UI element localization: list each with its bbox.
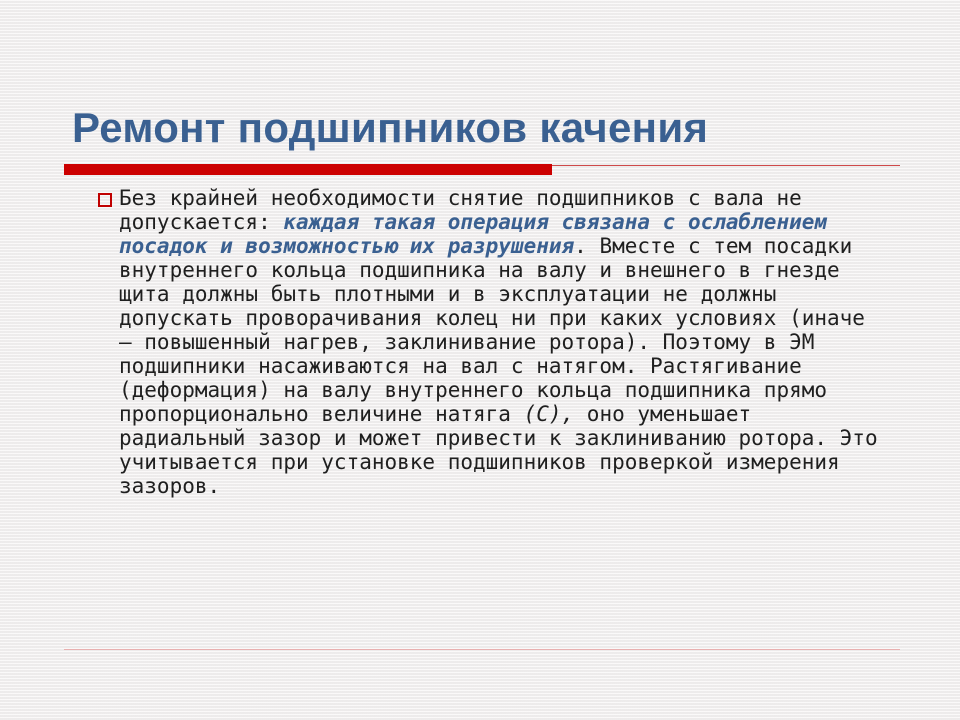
footer-divider-line bbox=[64, 649, 900, 650]
bullet-text-part3: оно уменьшает радиальный зазор и может привести к заклиниванию ротора. Это учитывается при установке подшипников проверкой измерения зазоров. bbox=[119, 402, 878, 498]
square-bullet-icon bbox=[98, 193, 112, 207]
title-accent-bar bbox=[64, 164, 552, 175]
bullet-text-part1: Без крайней необходимости снятие подшипников с вала не допускается: bbox=[119, 186, 802, 234]
bullet-text-part2: . Вместе с тем посадки внутреннего кольца подшипника на валу и внешнего в гнезде щита должны быть плотными и в эксплуатации не должны допускать проворачивания колец ни при каких условиях (иначе — повышенный нагрев, заклинивание ротора). Поэтому в ЭМ подшипники насаживаются на вал с натягом. Растягивание (деформация) на валу внутреннего кольца подшипника прямо пропорционально величине натяга bbox=[119, 234, 865, 426]
bullet-text-emphasis: каждая такая операция связана с ослаблением посадок и возможностью их разрушения bbox=[119, 210, 828, 258]
bullet-text-italic: (С), bbox=[523, 402, 575, 426]
bullet-text bbox=[119, 186, 879, 498]
slide-title: Ремонт подшипников качения bbox=[72, 104, 709, 151]
